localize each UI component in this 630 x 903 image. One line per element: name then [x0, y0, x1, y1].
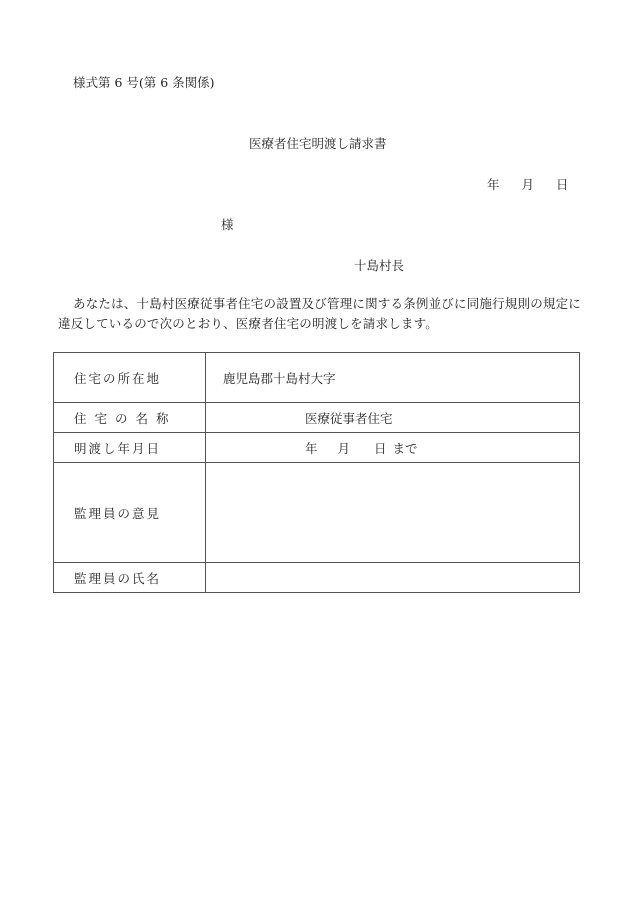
table-row-name [54, 403, 580, 433]
table-row-supervisor-name [54, 563, 580, 593]
document-title: 医療者住宅明渡し請求書 [249, 136, 387, 151]
date-line [487, 175, 569, 193]
issuer-name: 十島村長 [354, 258, 405, 273]
body-text: あなたは、十島村医療従事者住宅の設置及び管理に関する条例並びに同施行規則の規定に違反しているので次のとおり、医療者住宅の明渡しを請求します。 [58, 296, 582, 331]
value-supervisor-opinion[interactable] [206, 463, 580, 563]
label-housing-name: 住宅の名称 [54, 403, 206, 433]
label-vacate-date: 明渡し年月日 [54, 433, 206, 463]
vacate-year: 年 [305, 440, 318, 456]
label-supervisor-name: 監理員の氏名 [54, 563, 206, 593]
form-number: 様式第 6 号(第 6 条関係) [73, 75, 215, 90]
value-supervisor-name[interactable] [206, 563, 580, 593]
value-location[interactable]: 鹿児島郡十島村大字 [206, 353, 580, 403]
value-vacate-date[interactable] [206, 433, 580, 463]
addressee-suffix: 様 [221, 217, 234, 232]
vacate-month: 月 [337, 440, 351, 456]
request-form-table [53, 352, 580, 593]
table-row-opinion [54, 463, 580, 563]
table-row-vacate-date [54, 433, 580, 463]
date-month: 月 [521, 177, 535, 192]
label-supervisor-opinion: 監理員の意見 [54, 463, 206, 563]
vacate-day: 日 [374, 440, 387, 456]
date-day: 日 [556, 177, 569, 192]
label-location: 住宅の所在地 [54, 353, 206, 403]
vacate-suffix: まで [392, 440, 418, 456]
value-housing-name[interactable]: 医療従事者住宅 [206, 403, 580, 433]
date-year: 年 [487, 177, 500, 192]
table-row-location [54, 353, 580, 403]
